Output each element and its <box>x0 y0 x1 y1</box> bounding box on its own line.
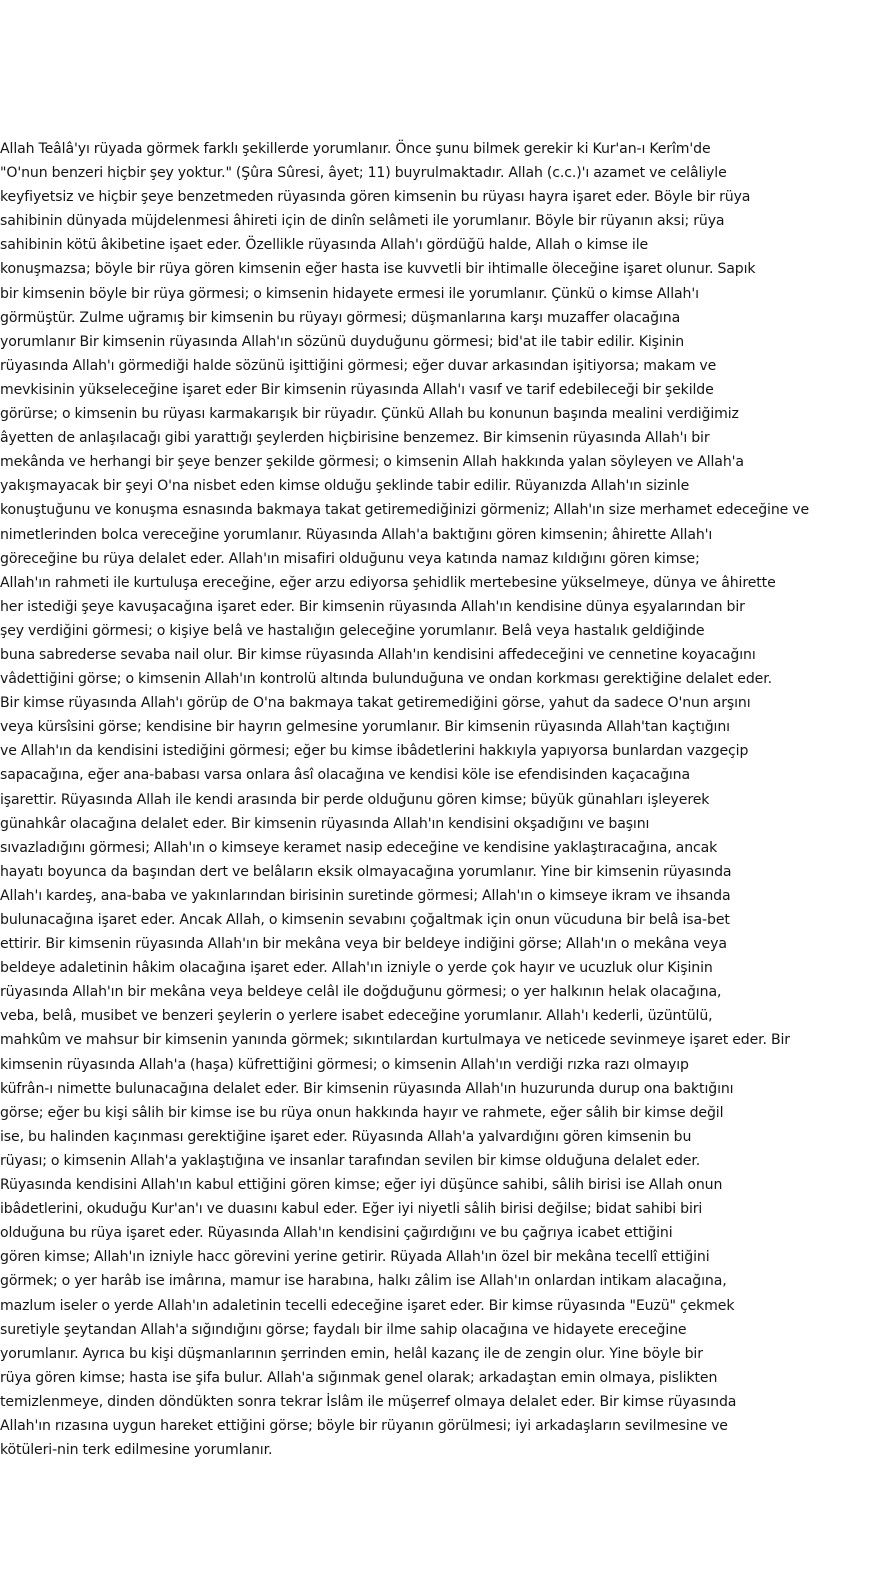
article-text-line: beldeye adaletinin hâkim olacağına işaret eder. Allah'ın izniyle o yerde çok hayır ve ucuzluk olur Kişinin <box>0 960 713 977</box>
article-text-line: konuşmazsa; böyle bir rüya gören kimsenin eğer hasta ise kuvvetli bir ihtimalle öleceğine işaret olunur. Sapık <box>0 261 756 278</box>
article-text-line: ettirir. Bir kimsenin rüyasında Allah'ın bir mekâna veya bir beldeye indiğini görse; Allah'ın o mekâna veya <box>0 936 727 953</box>
article-text-line: Bir kimse rüyasında Allah'ı görüp de O'na bakmaya takat getiremediğini görse, yahut da sadece O'nun arşını <box>0 695 751 712</box>
article-text-line: konuştuğunu ve konuşma esnasında bakmaya takat getiremediğinizi görmeniz; Allah'ın size merhamet edeceğine ve <box>0 502 810 519</box>
article-text-line: bir kimsenin böyle bir rüya görmesi; o kimsenin hidayete ermesi ile yorumlanır. Çünkü o kimse Allah'ı <box>0 285 699 302</box>
article-text-line: görmüştür. Zulme uğramış bir kimsenin bu rüyayı görmesi; düşmanlarına karşı muzaffer olacağına <box>0 309 681 326</box>
article-text-line: mahkûm ve mahsur bir kimsenin yanında görmek; sıkıntılardan kurtulmaya ve neticede sevinmeye işaret eder. Bir <box>0 1032 790 1049</box>
article-text-line: yakışmayacak bir şeyi O'na nisbet eden kimse olduğu şeklinde tabir edilir. Rüyanızda Allah'ın sizinle <box>0 478 690 495</box>
article-text-line: kötüleri-nin terk edilmesine yorumlanır. <box>0 1442 273 1459</box>
article-text-line: yorumlanır. Ayrıca bu kişi düşmanlarının şerrinden emin, helâl kazanç ile de zengin olur. Yine böyle bir <box>0 1345 703 1362</box>
article-text-line: ibâdetlerini, okuduğu Kur'an'ı ve duasını kabul eder. Eğer iyi niyetli sâlih birisi değilse; bidat sahibi biri <box>0 1201 703 1218</box>
article-text-line: küfrân-ı nimette bulunacağına delalet eder. Bir kimsenin rüyasında Allah'ın huzurunda durup ona baktığını <box>0 1080 734 1097</box>
article-text-line: mevkisinin yükseleceğine işaret eder Bir kimsenin rüyasında Allah'ı vasıf ve tarif edebileceği bir şekilde <box>0 381 714 398</box>
article-text-line: veba, belâ, musibet ve benzeri şeylerin o yerlere isabet edeceğine yorumlanır. Allah'ı kederli, üzüntülü, <box>0 1008 713 1025</box>
article-text-line: keyfiyetsiz ve hiçbir şeye benzetmeden rüyasında gören kimsenin bu rüyası hayra işaret eder. Böyle bir rüya <box>0 189 751 206</box>
article-text-line: mazlum iseler o yerde Allah'ın adaletinin tecelli edeceğine işaret eder. Bir kimse rüyasında "Euzü" çekmek <box>0 1297 735 1314</box>
article-text-line: temizlenmeye, dinden döndükten sonra tekrar İslâm ile müşerref olmaya delalet eder. Bir kimse rüyasında <box>0 1393 737 1410</box>
article-text-line: sıvazladığını görmesi; Allah'ın o kimseye keramet nasip edeceğine ve kendisine yaklaştıracağına, ancak <box>0 839 718 856</box>
article-text-line: Allah'ı kardeş, ana-baba ve yakınlarından birisinin suretinde görmesi; Allah'ın o kimseye ikram ve ihsanda <box>0 887 731 904</box>
article-text-line: yorumlanır Bir kimsenin rüyasında Allah'ın sözünü duyduğunu görmesi; bid'at ile tabir edilir. Kişinin <box>0 333 685 350</box>
article-text-line: gören kimse; Allah'ın izniyle hacc görevini yerine getirir. Rüyada Allah'ın özel bir mekâna tecellî ettiğini <box>0 1249 710 1266</box>
article-text-line: Allah'ın rahmeti ile kurtuluşa ereceğine, eğer arzu ediyorsa şehidlik mertebesine yükselmeye, dünya ve âhirette <box>0 574 776 591</box>
article-text-line: Allah Teâlâ'yı rüyada görmek farklı şekillerde yorumlanır. Önce şunu bilmek gerekir ki Kur'an-ı Kerîm'de <box>0 141 711 157</box>
article-text-line: veya kürsîsini görse; kendisine bir hayrın gelmesine yorumlanır. Bir kimsenin rüyasında Allah'tan kaçtığını <box>0 719 730 736</box>
article-text-line: sahibinin dünyada müjdelenmesi âhireti için de dinîn selâmeti ile yorumlanır. Böyle bir rüyanın aksi; rüya <box>0 213 725 230</box>
article-body <box>0 137 878 1462</box>
article-text-line: "O'nun benzeri hiçbir şey yoktur." (Şûra Sûresi, âyet; 11) buyrulmaktadır. Allah (c.c.)'ı azamet ve celâliyle <box>0 165 727 182</box>
article-text-line: buna sabrederse sevaba nail olur. Bir kimse rüyasında Allah'ın kendisini affedeceğini ve cennetine koyacağını <box>0 646 756 663</box>
article-text-line: işarettir. Rüyasında Allah ile kendi arasında bir perde olduğunu gören kimse; büyük günahları işleyerek <box>0 791 710 808</box>
article-text-line: şey verdiğini görmesi; o kişiye belâ ve hastalığın geleceğine yorumlanır. Belâ veya hastalık geldiğinde <box>0 622 705 639</box>
article-text-line: günahkâr olacağına delalet eder. Bir kimsenin rüyasında Allah'ın kendisini okşadığını ve başını <box>0 815 650 832</box>
article-text-line: vâdettiğini görse; o kimsenin Allah'ın kontrolü altında bulunduğuna ve ondan korkması gerektiğine delalet eder. <box>0 671 772 688</box>
article-text-line: kimsenin rüyasında Allah'a (haşa) küfrettiğini görmesi; o kimsenin Allah'ın verdiği rızka razı olmayıp <box>0 1056 689 1073</box>
article-text-line: sahibinin kötü âkibetine işaet eder. Özellikle rüyasında Allah'ı gördüğü halde, Allah o kimse ile <box>0 237 649 254</box>
article-text-line: hayatı boyunca da başından dert ve belâların eksik olmayacağına yorumlanır. Yine bir kimsenin rüyasında <box>0 863 732 880</box>
article-text-line: Allah'ın rızasına uygun hareket ettiğini görse; böyle bir rüyanın görülmesi; iyi arkadaşların sevilmesine ve <box>0 1417 728 1434</box>
article-text-line: rüyasında Allah'ı görmediği halde sözünü işittiğini görmesi; eğer duvar arkasından işitiyorsa; makam ve <box>0 357 717 374</box>
article-text-line: göreceğine bu rüya delalet eder. Allah'ın misafiri olduğunu veya katında namaz kıldığını gören kimse; <box>0 550 700 567</box>
article-text-line: olduğuna bu rüya işaret eder. Rüyasında Allah'ın kendisini çağırdığını ve bu çağrıya icabet ettiğini <box>0 1225 673 1242</box>
article-text-line: nimetlerinden bolca vereceğine yorumlanır. Rüyasında Allah'a baktığını gören kimsenin; âhirette Allah'ı <box>0 526 713 543</box>
article-text-line: görse; eğer bu kişi sâlih bir kimse ise bu rüya onun hakkında hayır ve rahmete, eğer sâlih bir kimse değil <box>0 1104 724 1121</box>
article-text-line: ve Allah'ın da kendisini istediğini görmesi; eğer bu kimse ibâdetlerini hakkıyla yapıyorsa bunlardan vazgeçip <box>0 743 749 760</box>
article-text-line: âyetten de anlaşılacağı gibi yarattığı şeylerden hiçbirisine benzemez. Bir kimsenin rüyasında Allah'ı bir <box>0 430 710 447</box>
article-text-line: rüyasında Allah'ın bir mekâna veya beldeye celâl ile doğduğunu görmesi; o yer halkının helak olacağına, <box>0 984 722 1001</box>
article-text-line: her istediği şeye kavuşacağına işaret eder. Bir kimsenin rüyasında Allah'ın kendisine dünya eşyalarından bir <box>0 598 745 615</box>
article-text-line: görürse; o kimsenin bu rüyası karmakarışık bir rüyadır. Çünkü Allah bu konunun başında mealini verdiğimiz <box>0 406 739 423</box>
article-text-line: rüya gören kimse; hasta ise şifa bulur. Allah'a sığınmak genel olarak; arkadaştan emin olmaya, pislikten <box>0 1369 718 1386</box>
article-text-line: rüyası; o kimsenin Allah'a yaklaştığına ve insanlar tarafından sevilen bir kimse olduğuna delalet eder. <box>0 1152 701 1169</box>
article-text-line: bulunacağına işaret eder. Ancak Allah, o kimsenin sevabını çoğaltmak için onun vücuduna bir belâ isa-bet <box>0 912 730 928</box>
article-text-line: mekânda ve herhangi bir şeye benzer şekilde görmesi; o kimsenin Allah hakkında yalan söyleyen ve Allah'a <box>0 454 744 471</box>
article-text-line: suretiyle şeytandan Allah'a sığındığını görse; faydalı bir ilme sahip olacağına ve hidayete ereceğine <box>0 1321 687 1338</box>
article-text-line: ise, bu halinden kaçınması gerektiğine işaret eder. Rüyasında Allah'a yalvardığını gören kimsenin bu <box>0 1128 692 1145</box>
article-text-line: Rüyasında kendisini Allah'ın kabul ettiğini gören kimse; eğer iyi düşünce sahibi, sâlih birisi ise Allah onun <box>0 1177 723 1194</box>
article-text-line: görmek; o yer harâb ise imârına, mamur ise harabına, halkı zâlim ise Allah'ın onlardan intikam alacağına, <box>0 1273 727 1290</box>
article-text-line: sapacağına, eğer ana-babası varsa onlara âsî olacağına ve kendisi köle ise efendisinden kaçacağına <box>0 767 691 784</box>
